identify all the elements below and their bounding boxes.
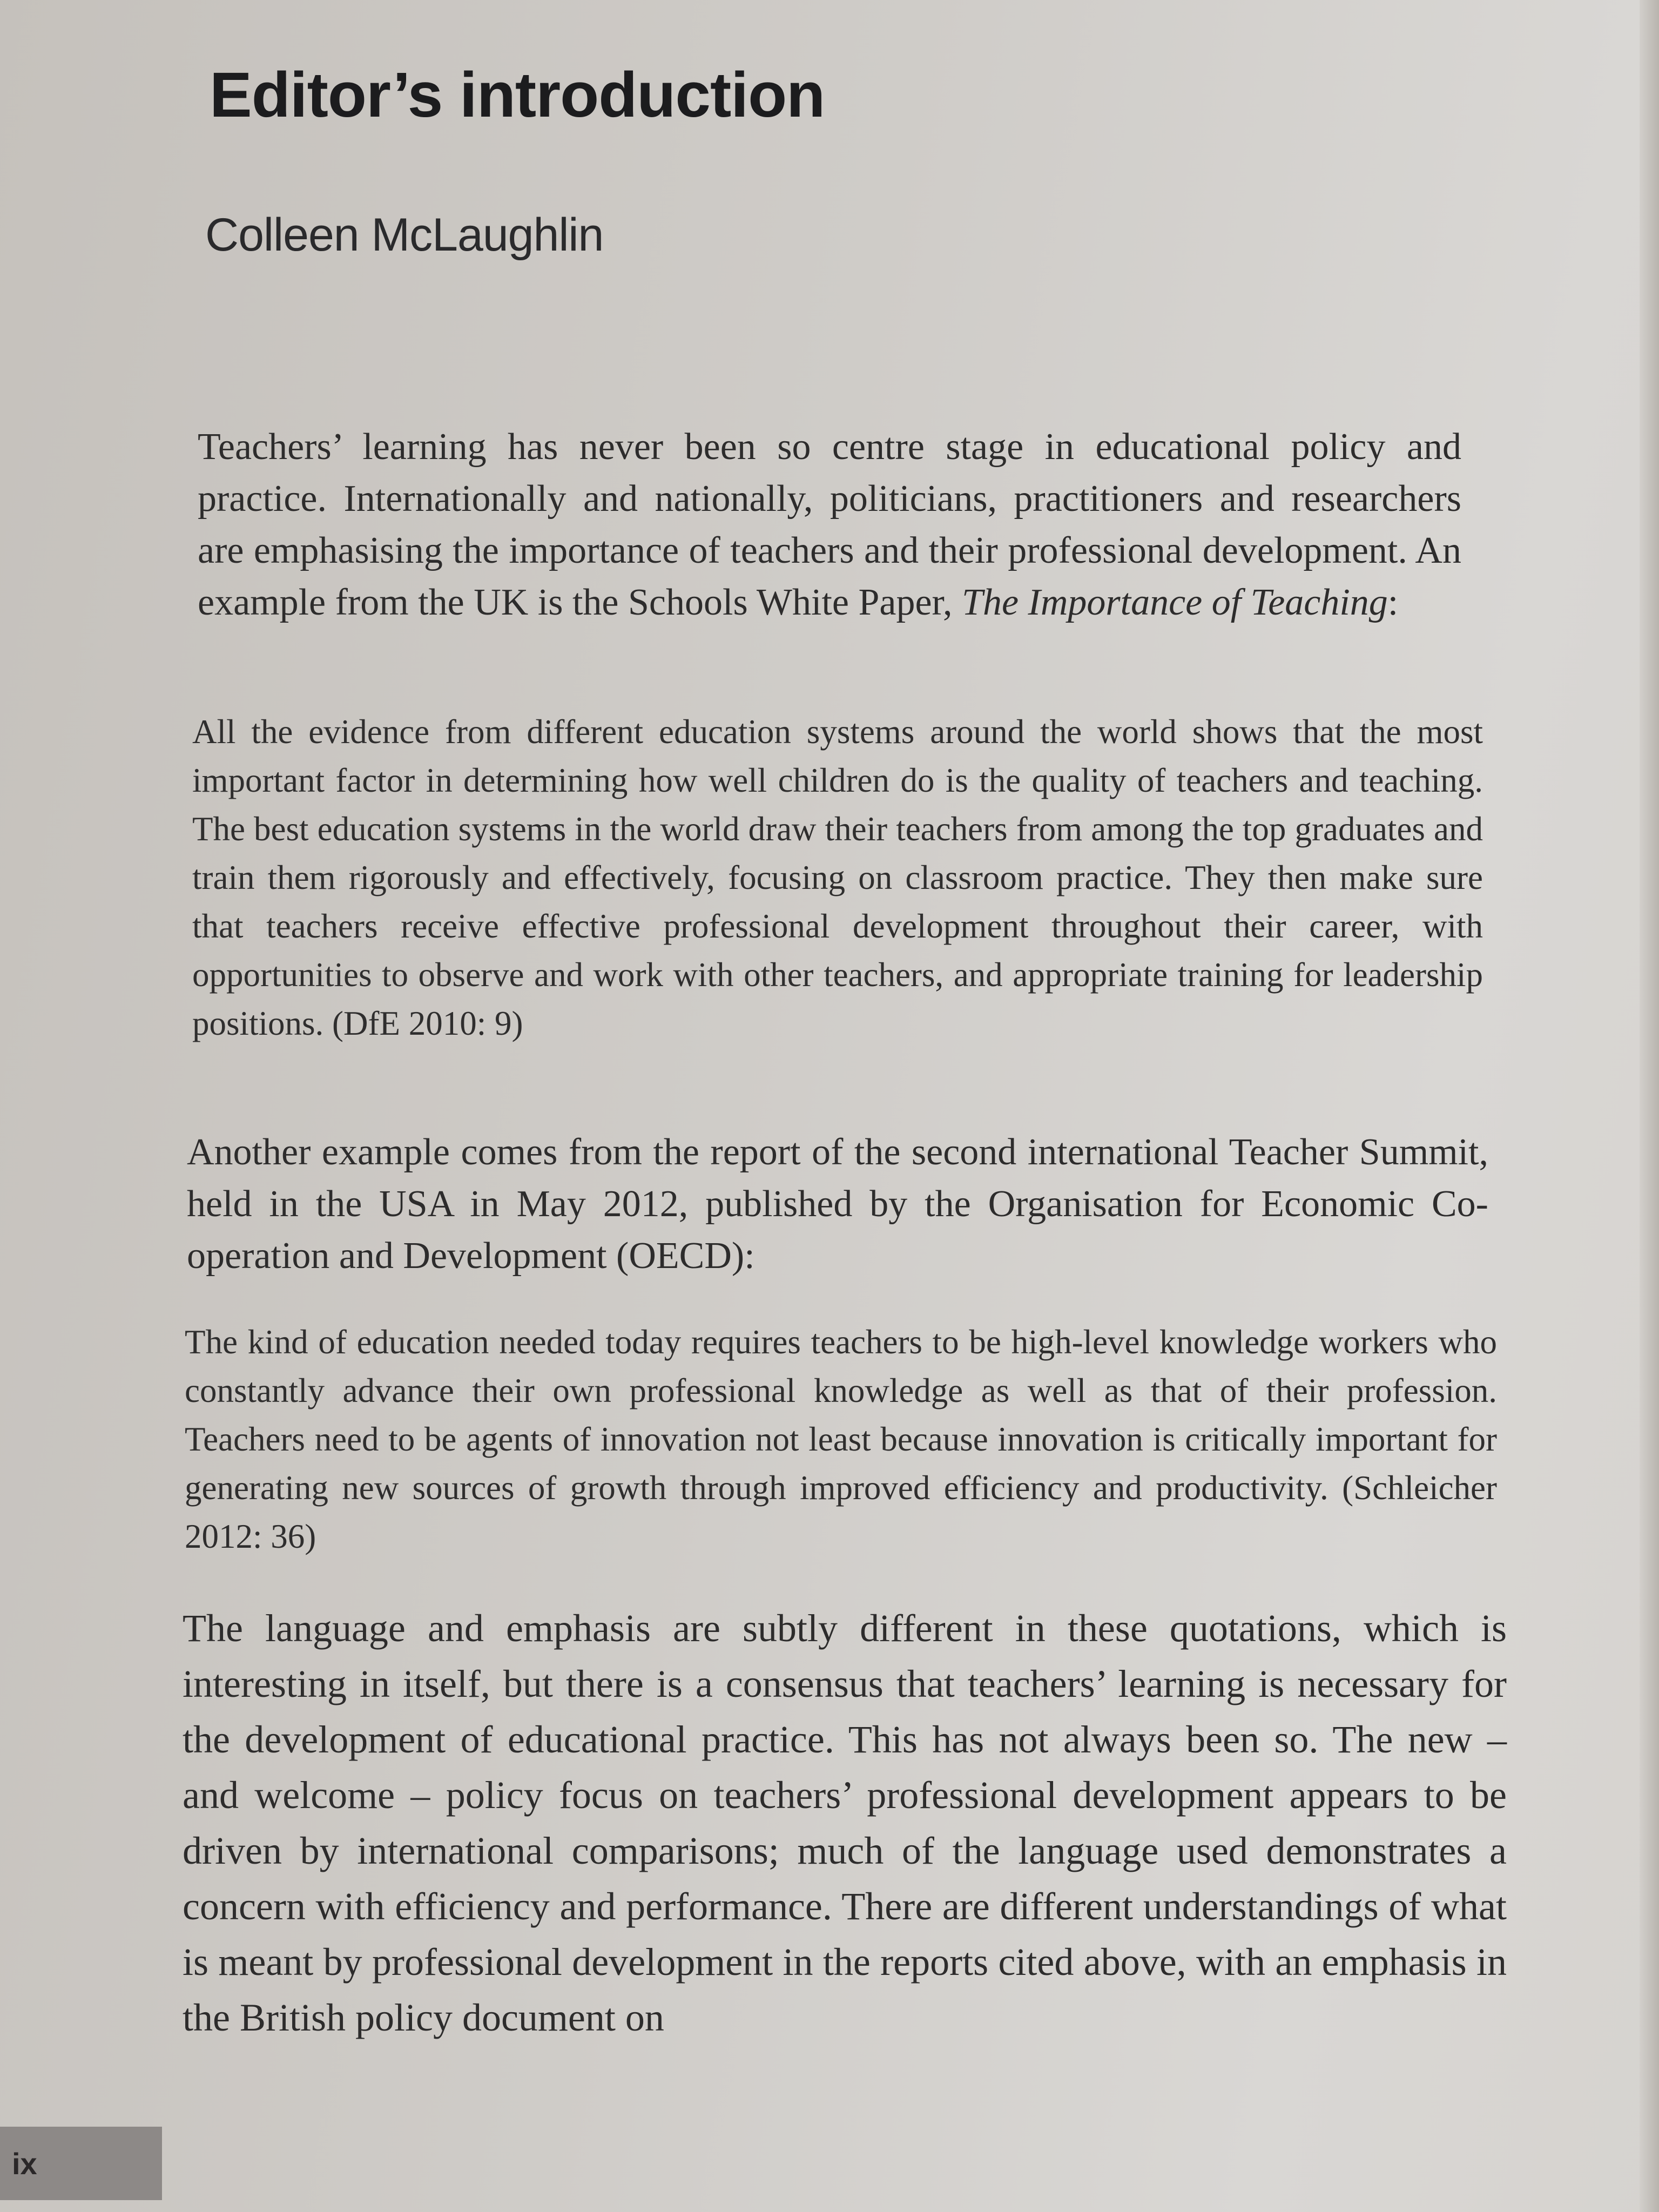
block-quote-dfe: All the evidence from different education systems around the world shows that the most important factor in determining how well children do is the quality of teachers and teaching. The best education systems in the world draw their teachers from among the top graduates and train them rigorously and effectively, focusing on classroom practice. They then make sure that teachers receive effective professional development throughout their career, with opportunities to observe and work with other teachers, and appropriate training for leadership positions. (DfE 2010: 9) [192, 713, 1483, 1042]
paragraph-intro-text: Teachers’ learning has never been so centre stage in educational policy and practice. Internationally and nationally, politicians, practitioners and researchers are emphasising the importance of teachers and their professional development. An example from the UK is the Schools White Paper, [198, 426, 1461, 623]
paragraph-consensus: The language and emphasis are subtly different in these quotations, which is interesting in itself, but there is a consensus that teachers’ learning is necessary for the development of educational practice. This has not always been so. The new – and welcome – policy focus on teachers’ professional development appears to be driven by international comparisons; much of the language used demonstrates a concern with efficiency and performance. There are different understandings of what is meant by professional development in the reports cited above, with an emphasis in the British policy document on [183, 1607, 1507, 2039]
paragraph-oecd: Another example comes from the report of the second international Teacher Summit, held in the USA in May 2012, published by the Organisation for Economic Co-operation and Development (OECD): [187, 1131, 1488, 1277]
paragraph-intro [198, 421, 1461, 629]
page-number-tab [0, 2127, 162, 2200]
chapter-title: Editor’s introduction [210, 59, 825, 131]
page-number: ix [12, 2147, 37, 2181]
white-paper-title: The Importance of Teaching [962, 582, 1388, 623]
chapter-author: Colleen McLaughlin [205, 209, 604, 261]
paragraph-intro-end: : [1387, 582, 1399, 623]
block-quote-schleicher: The kind of education needed today requires teachers to be high-level knowledge workers who constantly advance their own professional knowledge as well as that of their profession. Teachers need to be agents of innovation not least because innovation is critically important for generating new sources of growth through improved efficiency and productivity. (Schleicher 2012: 36) [185, 1323, 1497, 1555]
